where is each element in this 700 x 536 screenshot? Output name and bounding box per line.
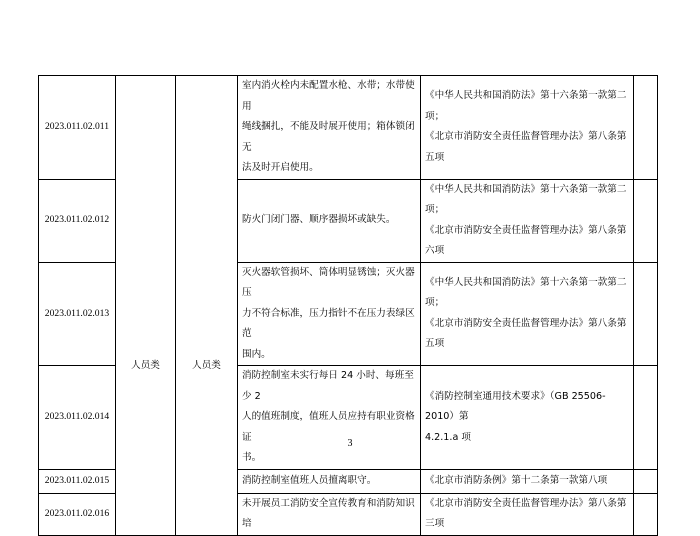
issue-cell (238, 366, 421, 470)
issue-cell (238, 179, 421, 262)
basis-cell (421, 179, 634, 262)
basis-line: 《北京市消防安全责任监督管理办法》第八条第五项 (425, 131, 627, 163)
basis-line: 《消防控制室通用技术要求》（GB 25506-2010）第 (425, 390, 606, 422)
issue-cell (238, 493, 421, 535)
issue-line: 法及时开启使用。 (242, 162, 319, 173)
basis-line: 《北京市消防安全责任监督管理办法》第八条第六项 (425, 224, 627, 256)
issue-line: 围内。 (242, 348, 271, 360)
basis-cell (421, 493, 634, 535)
basis-cell (421, 469, 634, 493)
subcategory-cell (176, 76, 238, 536)
issue-cell (238, 262, 421, 366)
category-cell (116, 76, 176, 536)
issue-line: 绳线捆扎，不能及时展开使用；箱体锁闭无 (242, 121, 415, 153)
empty-cell (634, 76, 658, 180)
issue-line: 力不符合标准，压力指针不在压力表绿区范 (242, 307, 415, 339)
regulation-table (38, 75, 658, 536)
item-code: 2023.011.02.013 (39, 262, 116, 366)
issue-line: 书。 (242, 452, 262, 463)
basis-cell (421, 366, 634, 470)
basis-cell (421, 262, 634, 366)
issue-cell (238, 76, 421, 180)
table-row (39, 76, 658, 180)
issue-line: 未开展员工消防安全宣传教育和消防知识培 (242, 497, 415, 529)
empty-cell (634, 469, 658, 493)
issue-line: 消防控制室值班人员擅离职守。 (242, 474, 377, 486)
empty-cell (634, 366, 658, 470)
subcategory-label: 人员类 (192, 360, 221, 371)
empty-cell (634, 493, 658, 535)
basis-cell (421, 76, 634, 180)
basis-line: 4.2.1.a 项 (425, 431, 471, 443)
issue-cell (238, 469, 421, 493)
basis-line: 《中华人民共和国消防法》第十六条第一款第二项； (425, 90, 627, 122)
item-code: 2023.011.02.011 (39, 76, 116, 180)
item-code: 2023.011.02.015 (39, 469, 116, 493)
empty-cell (634, 262, 658, 366)
basis-line: 《北京市消防安全责任监督管理办法》第八条第三项 (425, 497, 627, 529)
category-label: 人员类 (131, 360, 160, 371)
basis-line: 《北京市消防条例》第十二条第一款第八项 (425, 474, 608, 486)
item-code: 2023.011.02.012 (39, 179, 116, 262)
page-number: 3 (347, 438, 353, 449)
issue-line: 消防控制室未实行每日 24 小时、每班至少 2 (242, 370, 414, 402)
issue-line: 人的值班制度，值班人员应持有职业资格证 (242, 411, 415, 443)
empty-cell (634, 179, 658, 262)
issue-line: 灭火器软管损坏、筒体明显锈蚀；灭火器压 (242, 266, 415, 298)
basis-line: 《中华人民共和国消防法》第十六条第一款第二项； (425, 183, 627, 215)
issue-line: 防火门闭门器、顺序器损坏或缺失。 (242, 214, 396, 226)
basis-line: 《中华人民共和国消防法》第十六条第一款第二项； (425, 276, 627, 309)
basis-line: 《北京市消防安全责任监督管理办法》第八条第五项 (425, 317, 627, 350)
item-code: 2023.011.02.014 (39, 366, 116, 470)
item-code: 2023.011.02.016 (39, 493, 116, 535)
issue-line: 室内消火栓内未配置水枪、水带；水带使用 (242, 80, 415, 112)
